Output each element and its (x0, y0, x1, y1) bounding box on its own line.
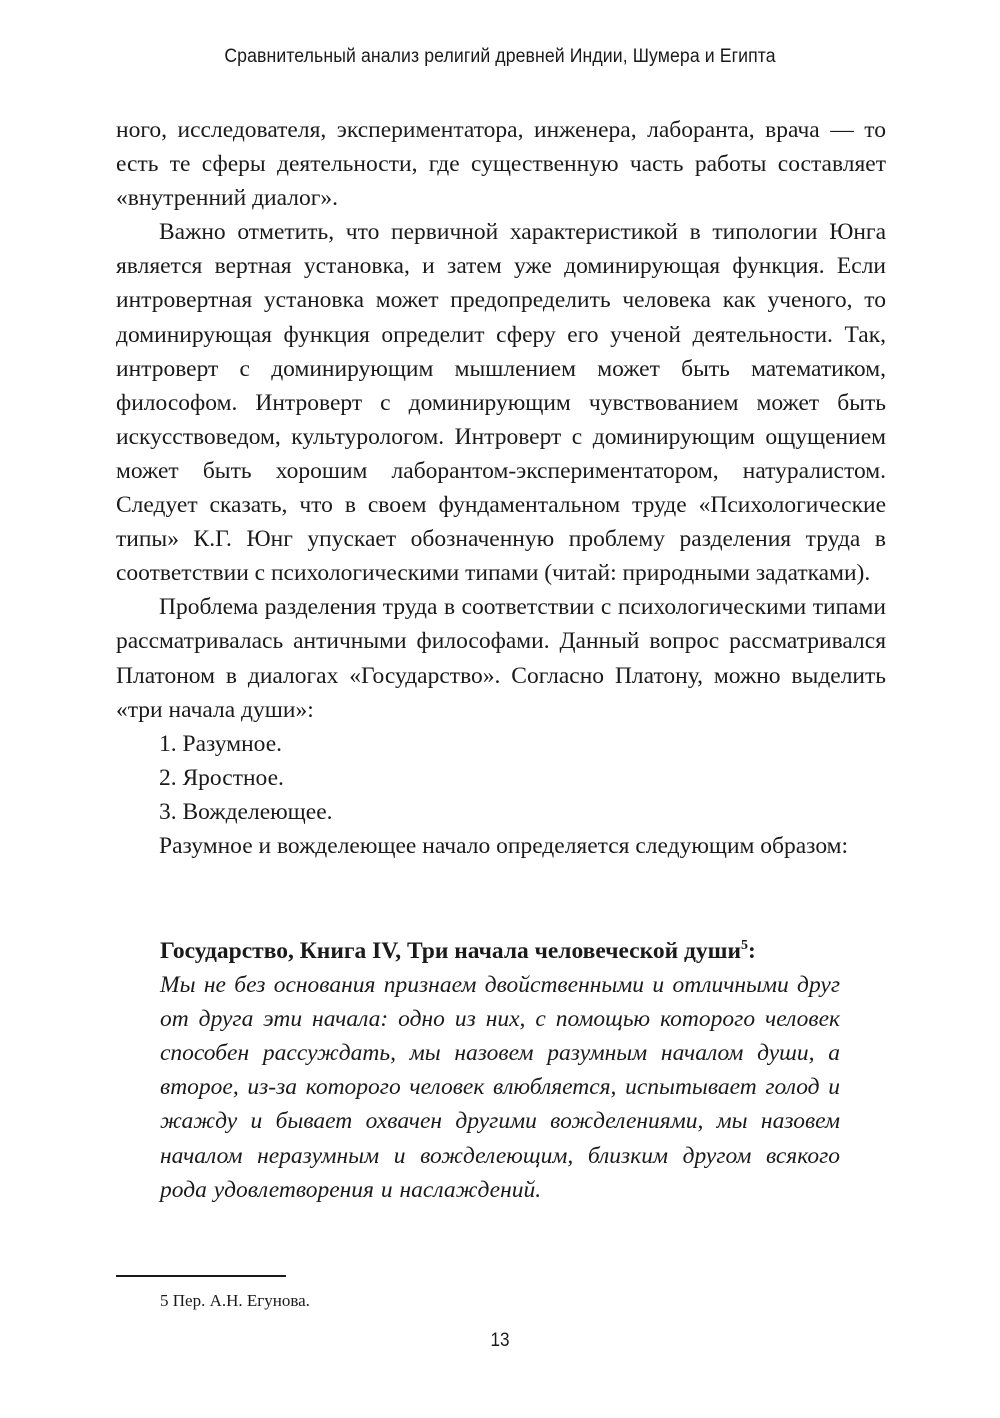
quote-title (160, 934, 840, 968)
footnote-reference: 5 (741, 938, 749, 954)
paragraph: ного, исследователя, экспериментатора, инженера, лаборанта, врача — то есть те сферы деятельности, где существенную часть работы составляет «внутренний диалог». (116, 117, 886, 212)
quote-title-text: Государство, Книга IV, Три начала человеческой души (160, 938, 742, 964)
footnote: 5 Пер. А.Н. Егунова. (160, 1291, 310, 1310)
paragraph: Важно отметить, что первичной характеристикой в типологии Юнга является вертная установка, и затем уже доминирующая функция. Если интровертная установка может предопределить человека как ученого, то доминирующая функция определит сферу его ученой деятельности. Так, интроверт с доминирующим мышлением может быть математиком, философом. Интроверт с доминирующим чувствованием может быть искусствоведом, культурологом. Интроверт с доминирующим ощущением может быть хорошим лаборантом-экспериментатором, натуралистом. Следует сказать, что в своем фундаментальном труде «Психологические типы» К.Г. Юнг упускает обозначенную проблему разделения труда в соответствии с психологическими типами (читай: природными задатками). (116, 219, 886, 587)
quote-block (160, 934, 840, 1207)
footnote-divider (116, 1275, 286, 1277)
list-item: 1. Разумное. (159, 730, 283, 757)
quote-text: Мы не без основания признаем двойственными и отличными друг от друга эти начала: одно из них, с помощью которого человек способен рассуждать, мы назовем разумным началом души, а второе, из-за которого человек влюбляется, испытывает голод и жажду и бывает охвачен другими вожделениями, мы назовем началом неразумным и вожделеющим, близким другом всякого рода удовлетворения и наслаждений. (160, 972, 840, 1203)
list-item: 3. Вожделеющее. (159, 798, 333, 825)
quote-title-colon: : (748, 938, 756, 964)
paragraph: Проблема разделения труда в соответствии с психологическими типами рассматривалась античными философами. Данный вопрос рассматривался Платоном в диалогах «Государство». Согласно Платону, можно выделить «три начала души»: (116, 594, 886, 723)
paragraph: Разумное и вожделеющее начало определяется следующим образом: (159, 832, 849, 859)
main-text (116, 113, 886, 863)
list-item: 2. Яростное. (159, 764, 284, 791)
page-number: 13 (490, 1330, 510, 1351)
running-header: Сравнительный анализ религий древней Индии, Шумера и Египта (224, 46, 776, 67)
